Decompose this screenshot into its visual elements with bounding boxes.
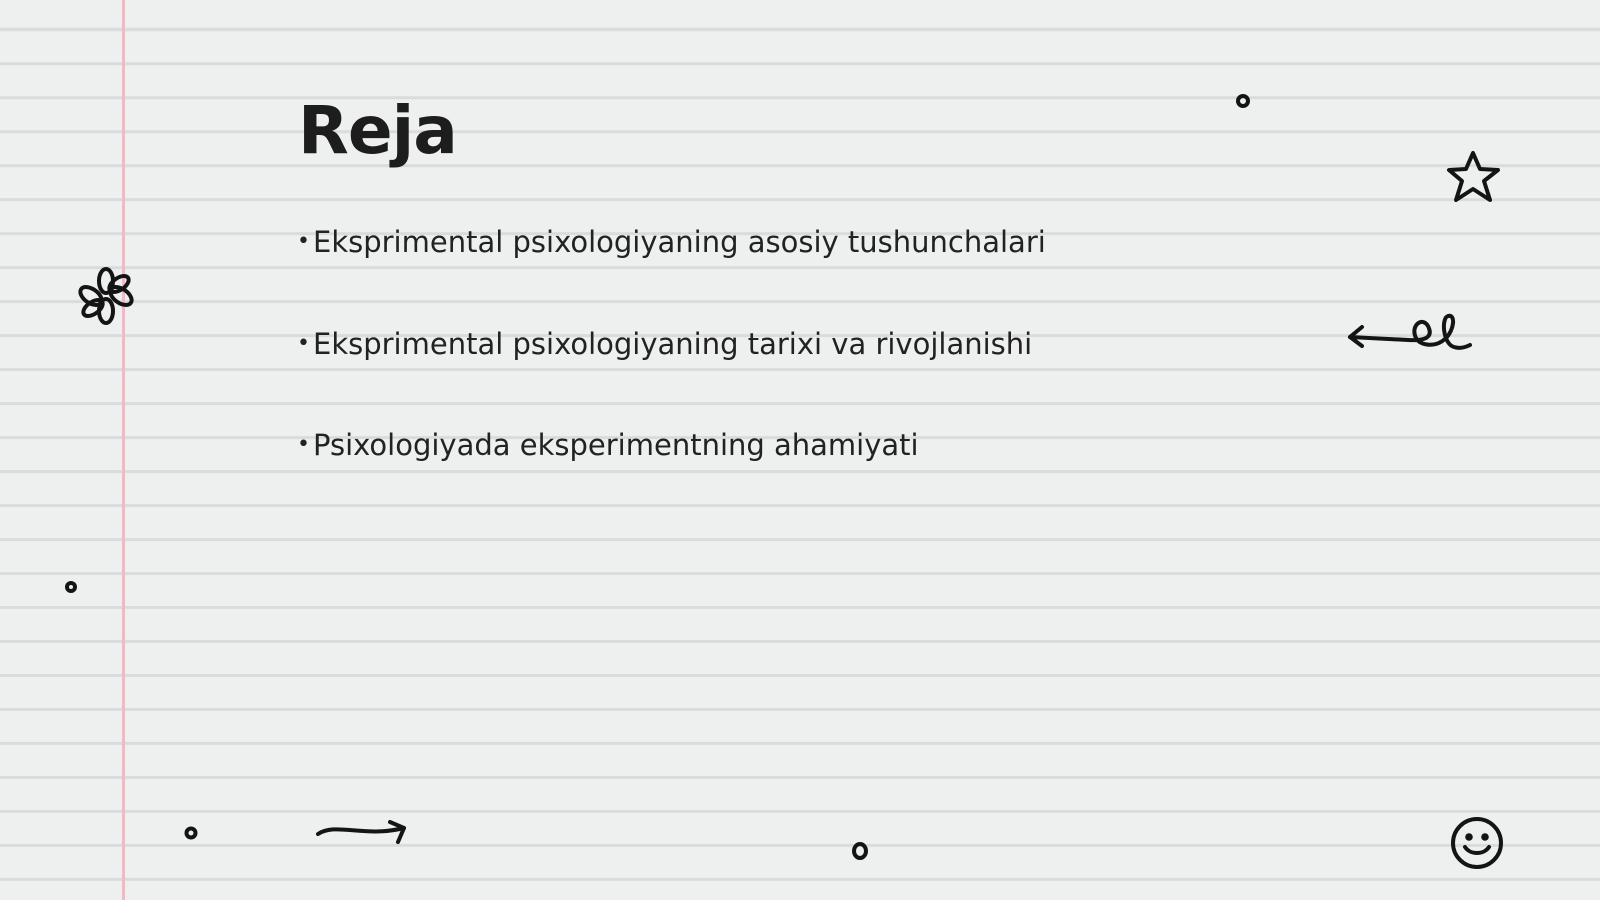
small-circle-doodle-icon [64, 580, 78, 594]
slide-title: Reja [298, 92, 457, 169]
curved-arrow-doodle-icon [316, 816, 412, 850]
bullet-text: Eksprimental psixologiyaning tarixi va rivojlanishi [313, 326, 1033, 361]
small-circle-doodle-icon [851, 841, 869, 861]
star-doodle-icon [1446, 150, 1506, 206]
bullet-list [297, 222, 1046, 527]
bullet-dot-icon: • [297, 432, 310, 457]
bullet-dot-icon: • [297, 330, 310, 356]
smiley-doodle-icon [1450, 815, 1508, 873]
bullet-item [297, 324, 1046, 426]
bullet-dot-icon: • [297, 229, 310, 254]
small-circle-doodle-icon [1236, 94, 1250, 108]
loop-arrow-doodle-icon [1346, 312, 1474, 360]
bullet-text: Psixologiyada eksperimentning ahamiyati [313, 428, 919, 462]
flower-doodle-icon [78, 268, 134, 324]
bullet-item [297, 425, 1046, 527]
small-circle-doodle-icon [184, 826, 198, 840]
bullet-item [297, 222, 1046, 324]
bullet-text: Eksprimental psixologiyaning asosiy tushunchalari [313, 225, 1046, 259]
notebook-margin-line [122, 0, 125, 900]
